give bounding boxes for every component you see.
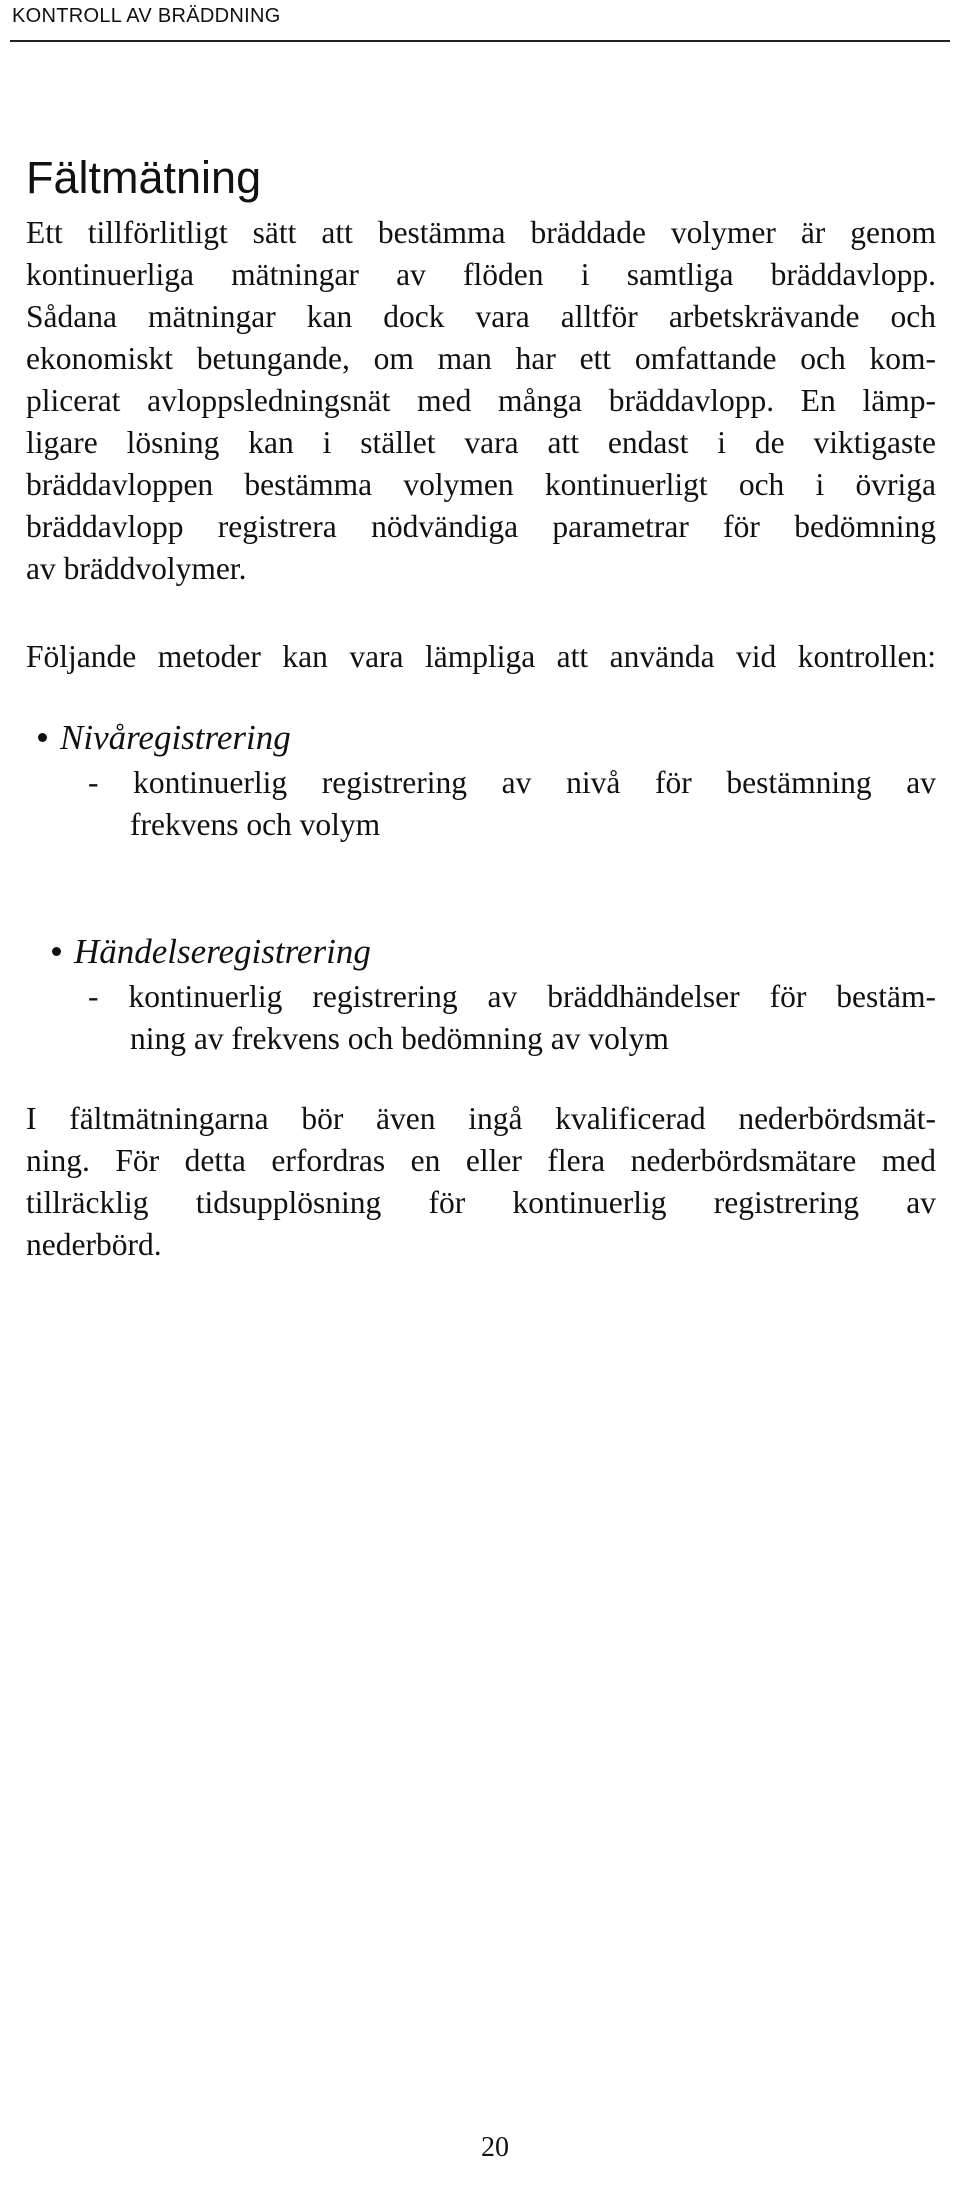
section-title: Fältmätning: [26, 152, 262, 203]
intro-line: plicerat avloppsledningsnät med många bräddavlopp. En lämp-: [26, 383, 936, 418]
intro-line: Sådana mätningar kan dock vara alltför arbetskrävande och: [26, 299, 936, 334]
method-name: Nivåregistrering: [60, 718, 291, 757]
method-description-line: ning av frekvens och bedömning av volym: [130, 1021, 669, 1056]
closing-line: tillräcklig tidsupplösning för kontinuerlig registrering av: [26, 1185, 936, 1220]
intro-line: ekonomiskt betungande, om man har ett omfattande och kom-: [26, 341, 936, 376]
intro-line: ligare lösning kan i stället vara att endast i de viktigaste: [26, 425, 936, 460]
intro-line: kontinuerliga mätningar av flöden i samtliga bräddavlopp.: [26, 257, 936, 292]
method-description-line: - kontinuerlig registrering av nivå för bestämning av: [88, 765, 936, 800]
methods-intro-paragraph: [26, 636, 936, 678]
closing-line: ning. För detta erfordras en eller flera nederbördsmätare med: [26, 1143, 936, 1178]
intro-line: bräddavlopp registrera nödvändiga parametrar för bedömning: [26, 509, 936, 544]
methods-intro-line: Följande metoder kan vara lämpliga att använda vid kontrollen:: [26, 639, 936, 674]
method-name: Händelseregistrering: [74, 932, 371, 971]
intro-line: av bräddvolymer.: [26, 551, 247, 586]
method-list-item: [38, 716, 291, 760]
closing-line: I fältmätningarna bör även ingå kvalificerad nederbördsmät-: [26, 1101, 936, 1136]
closing-line: nederbörd.: [26, 1227, 162, 1262]
method-description: [88, 976, 936, 1060]
intro-paragraph: [26, 212, 936, 590]
bullet-icon: [38, 733, 47, 742]
method-description: [88, 762, 936, 846]
method-description-line: - kontinuerlig registrering av bräddhändelser för bestäm-: [88, 979, 936, 1014]
running-header-title: KONTROLL AV BRÄDDNING: [12, 5, 281, 27]
closing-paragraph: [26, 1098, 936, 1266]
intro-line: bräddavloppen bestämma volymen kontinuerligt och i övriga: [26, 467, 936, 502]
running-header: [10, 0, 950, 42]
method-list-item: [52, 930, 371, 974]
intro-line: Ett tillförlitligt sätt att bestämma bräddade volymer är genom: [26, 215, 936, 250]
method-description-line: frekvens och volym: [130, 807, 381, 842]
bullet-icon: [52, 947, 61, 956]
page-number: 20: [481, 2132, 509, 2163]
